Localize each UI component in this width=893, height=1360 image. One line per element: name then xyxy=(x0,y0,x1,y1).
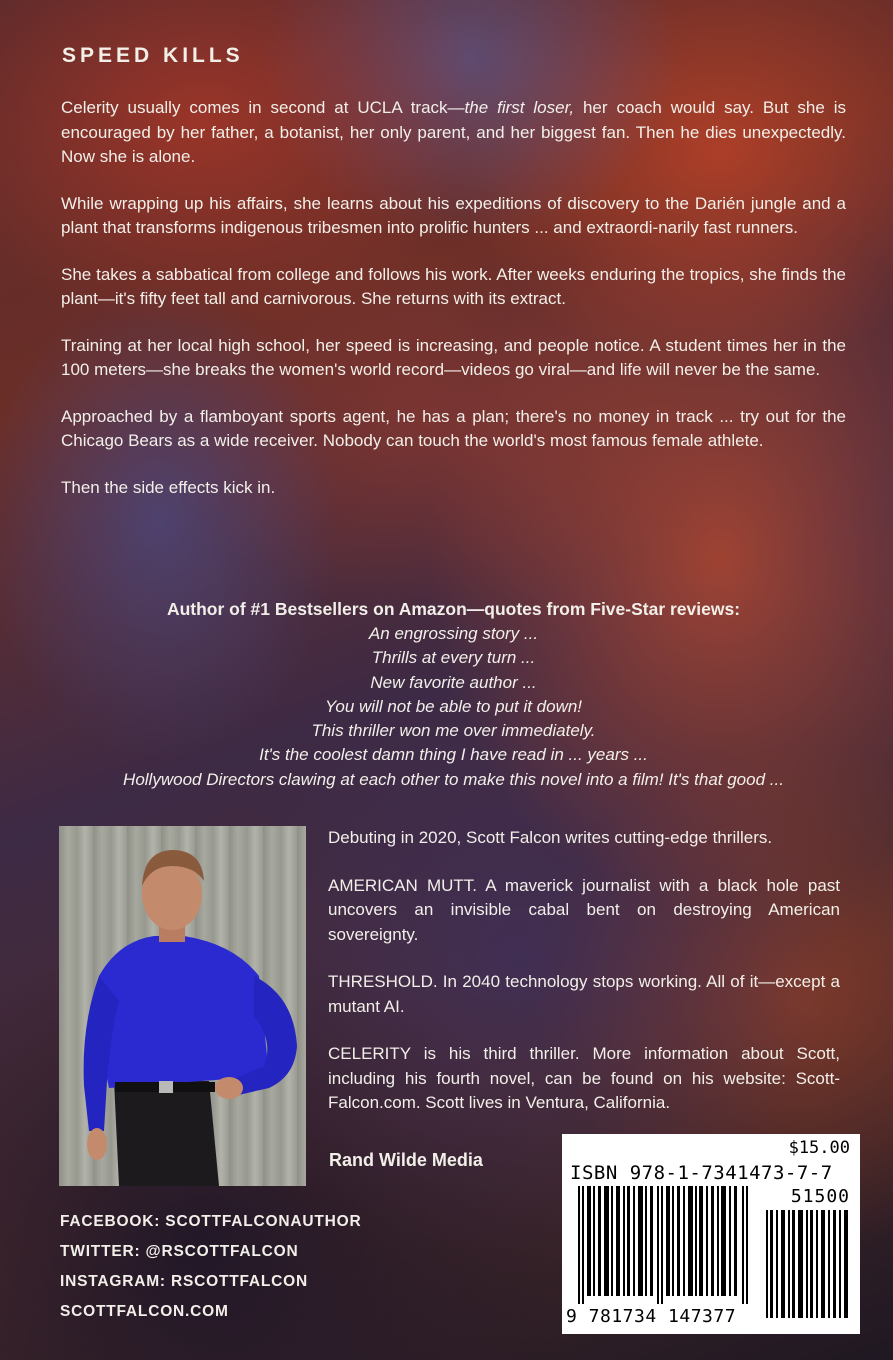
review-quote: New favorite author ... xyxy=(370,672,537,692)
review-quotes xyxy=(60,597,847,792)
social-links xyxy=(60,1207,361,1327)
synopsis-paragraph: Celerity usually comes in second at UCLA track—the first loser, her coach would say. But she is encouraged by her father, a botanist, her only parent, and her biggest fan. Then he dies unexpectedly. Now she is alone. xyxy=(61,98,846,166)
bio-paragraph: THRESHOLD. In 2040 technology stops working. All of it—except a mutant AI. xyxy=(328,972,840,1016)
isbn-barcode xyxy=(562,1134,860,1334)
bio-paragraph: AMERICAN MUTT. A maverick journalist with a black hole past uncovers an invisible cabal bent on destroying American sovereignty. xyxy=(328,875,840,944)
isbn-label: ISBN 978-1-7341473-7-7 xyxy=(570,1162,833,1184)
price-label: $15.00 xyxy=(788,1138,850,1158)
synopsis-paragraph: She takes a sabbatical from college and follows his work. After weeks enduring the tropics, she finds the plant—it's fifty feet tall and carnivorous. She returns with its extract. xyxy=(61,264,846,308)
bio-paragraph: Debuting in 2020, Scott Falcon writes cutting-edge thrillers. xyxy=(328,828,773,847)
synopsis-paragraph: Training at her local high school, her speed is increasing, and people notice. A student times her in the 100 meters—she breaks the women's world record—videos go viral—and life will never be the same. xyxy=(61,335,846,379)
publisher-name: Rand Wilde Media xyxy=(329,1150,483,1170)
author-bio xyxy=(328,826,840,1139)
author-figure xyxy=(59,826,306,1186)
back-cover-title: SPEED KILLS xyxy=(62,44,244,67)
social-facebook: FACEBOOK: SCOTTFALCONAUTHOR xyxy=(60,1213,362,1230)
review-quote: You will not be able to put it down! xyxy=(324,696,583,716)
synopsis-paragraph: While wrapping up his affairs, she learns about his expeditions of discovery to the Darién jungle and a plant that transforms indigenous tribesmen into prolific hunters ... and extraordi-narily fast runners. xyxy=(61,193,846,237)
addon-barcode-bars xyxy=(766,1210,850,1318)
bio-paragraph: CELERITY is his third thriller. More information about Scott, including his fourth novel, can be found on his website: Scott-Falcon.com. Scott lives in Ventura, California. xyxy=(328,1044,840,1112)
synopsis xyxy=(61,96,846,522)
social-website: SCOTTFALCON.COM xyxy=(60,1303,229,1320)
isbn-digits: 9 781734 147377 xyxy=(566,1306,737,1327)
author-photo xyxy=(59,826,306,1186)
social-twitter: TWITTER: @RSCOTTFALCON xyxy=(60,1243,299,1260)
social-instagram: INSTAGRAM: RSCOTTFALCON xyxy=(60,1273,309,1290)
price-addon-label: 51500 xyxy=(790,1186,850,1207)
barcode-bars xyxy=(578,1186,748,1304)
review-quote: Hollywood Directors clawing at each other to make this novel into a film! It's that good ... xyxy=(123,769,784,789)
synopsis-paragraph: Approached by a flamboyant sports agent, he has a plan; there's no money in track ... try out for the Chicago Bears as a wide receiver. Nobody can touch the world's most famous female athlete. xyxy=(61,406,846,450)
review-quote: This thriller won me over immediately. xyxy=(311,721,596,741)
review-quote: It's the coolest damn thing I have read in ... years ... xyxy=(259,745,648,765)
synopsis-paragraph: Then the side effects kick in. xyxy=(61,477,276,497)
review-quote: An engrossing story ... xyxy=(368,624,539,643)
quotes-heading: Author of #1 Bestsellers on Amazon—quotes from Five-Star reviews: xyxy=(166,599,741,619)
review-quote: Thrills at every turn ... xyxy=(371,648,536,668)
